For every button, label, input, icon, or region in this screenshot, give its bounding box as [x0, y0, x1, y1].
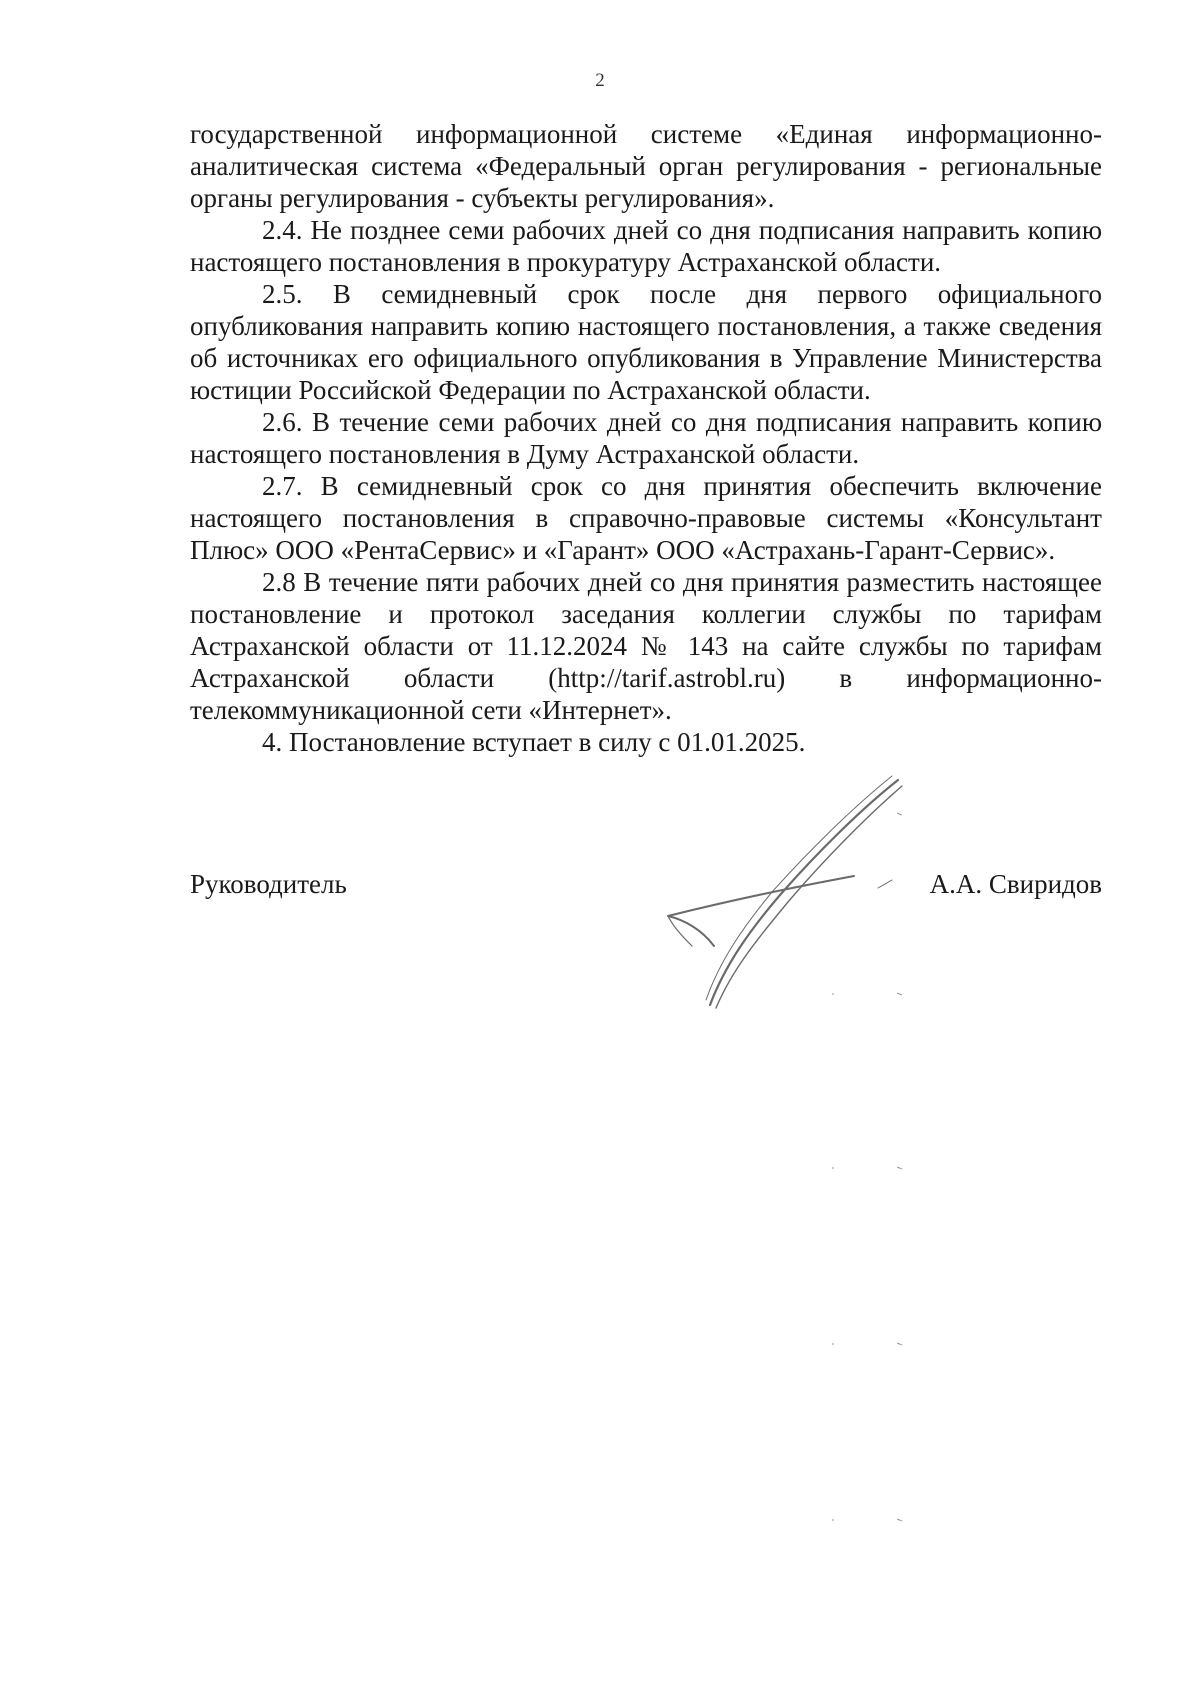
scan-speck — [830, 1342, 838, 1346]
scan-speck — [830, 1518, 838, 1522]
page-number: 2 — [595, 70, 605, 91]
signatory-position: Руководитель — [190, 869, 347, 899]
paragraph-2-5: 2.5. В семидневный срок после дня первого официального опубликования направить копию настоящего постановления, а также сведения об источниках его официального опубликования в Управление Министерства юстиции Российской Федерации по Астраханской области. — [190, 279, 1102, 405]
paragraph-2-6: 2.6. В течение семи рабочих дней со дня подписания направить копию настоящего постановления в Думу Астраханской области. — [190, 407, 1102, 469]
handwritten-signature — [640, 770, 920, 1020]
paragraph-4: 4. Постановление вступает в силу с 01.01.2025. — [262, 727, 806, 757]
scan-speck — [896, 812, 904, 816]
document-body — [190, 118, 1102, 758]
paragraph-continuation: государственной информационной системе «Единая информационно-аналитическая система «Федеральный орган регулирования - региональные органы регулирования - субъекты регулирования». — [190, 119, 1102, 213]
scan-speck — [896, 1166, 904, 1170]
paragraph-2-8: 2.8 В течение пяти рабочих дней со дня принятия разместить настоящее постановление и протокол заседания коллегии службы по тарифам Астраханской области от 11.12.2024 № 143 на сайте службы по тарифам Астраханской области (http://tarif.astrobl.ru) в информационно-телекоммуникационной сети «Интернет». — [190, 567, 1102, 725]
scan-speck — [896, 1518, 904, 1522]
scan-speck — [896, 1342, 904, 1346]
signatory-name: А.А. Свиридов — [929, 869, 1102, 899]
paragraph-2-4: 2.4. Не позднее семи рабочих дней со дня подписания направить копию настоящего постановления в прокуратуру Астраханской области. — [190, 215, 1102, 277]
scan-speck — [896, 992, 904, 996]
scan-speck — [830, 992, 838, 996]
scan-speck — [830, 1166, 838, 1170]
paragraph-2-7: 2.7. В семидневный срок со дня принятия обеспечить включение настоящего постановления в справочно-правовые системы «Консультант Плюс» ООО «РентаСервис» и «Гарант» ООО «Астрахань-Гарант-Сервис». — [190, 471, 1102, 565]
